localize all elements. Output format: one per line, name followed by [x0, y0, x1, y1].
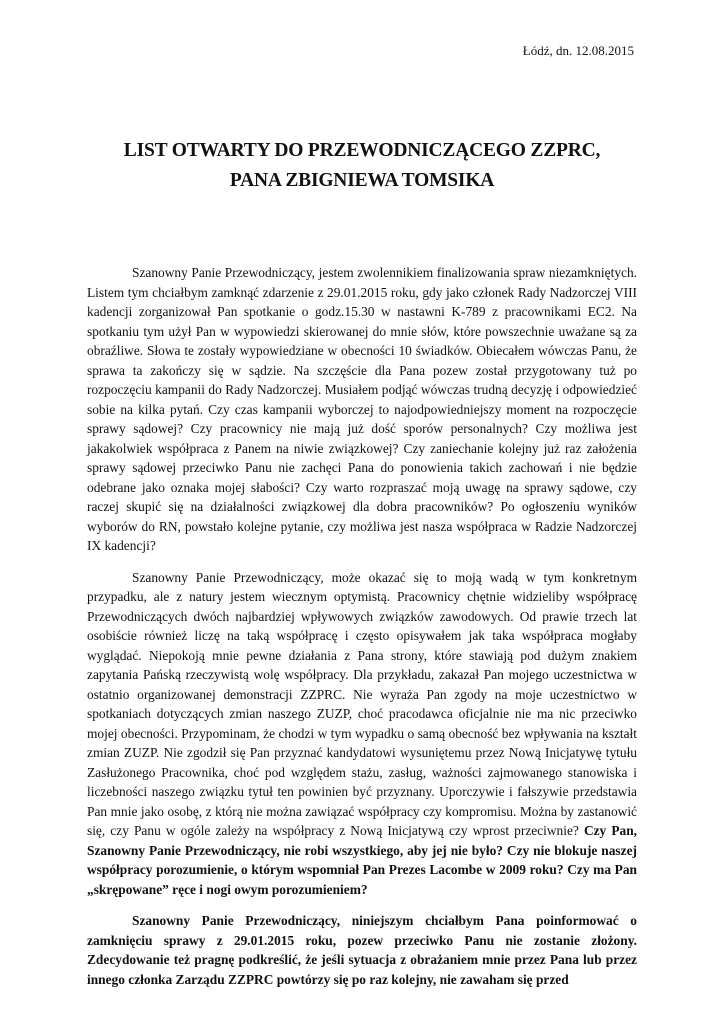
- paragraph-1: Szanowny Panie Przewodniczący, jestem zwolennikiem finalizowania spraw niezamkniętych. Listem tym chciałbym zamknąć zdarzenie z 29.01.2015 roku, gdy jako członek Rady Nadzorczej VIII kadencji zorganizował Pan spotkanie o godz.15.30 w nastawni K-789 z pracownikami EC2. Na spotkaniu tym użył Pan w wypowiedzi skierowanej do mnie słów, które powszechnie uważane są za obraźliwe. Słowa te zostały wypowiedziane w obecności 10 świadków. Obiecałem wówczas Panu, że sprawa ta zakończy się w sądzie. Na szczęście dla Pana pozew został przygotowany tuż po rozpoczęciu kampanii do Rady Nadzorczej. Musiałem podjąć wówczas trudną decyzję i odpowiedzieć sobie na kilka pytań. Czy czas kampanii wyborczej to najodpowiedniejszy moment na rozpoczęcie sprawy sądowej? Czy pracownicy nie mają już dość sporów personalnych? Czy możliwa jest jakakolwiek współpraca z Panem na niwie związkowej? Czy zaniechanie kolejny już raz założenia sprawy sądowej przeciwko Panu nie zachęci Pana do ponowienia takich zachowań i nie będzie odebrane jako oznaka mojej słabości? Czy warto rozpraszać moją uwagę na sprawy sądowe, czy raczej skupić się na działalności związkowej dla dobra pracowników? Po ogłoszeniu wyników wyborów do RN, powstało kolejne pytanie, czy możliwa jest nasza współpraca w Radzie Nadzorczej IX kadencji?: [87, 265, 637, 553]
- paragraph-2: [87, 568, 637, 900]
- letter-title: [92, 136, 632, 196]
- date-line: Łódź, dn. 12.08.2015: [522, 43, 634, 58]
- title-line-2: PANA ZBIGNIEWA TOMSIKA: [229, 170, 495, 191]
- paragraph-3: Szanowny Panie Przewodniczący, niniejszym chciałbym Pana poinformować o zamknięciu sprawy z 29.01.2015 roku, pozew przeciwko Panu nie zostanie złożony. Zdecydowanie też pragnę podkreślić, że jeśli sytuacja z obrażaniem mnie przez Pana lub przez innego członka Zarządu ZZPRC powtórzy się po raz kolejny, nie zawaham się przed: [87, 913, 637, 987]
- paragraph-2-bold-text: Czy Pan, Szanowny Panie Przewodniczący, nie robi wszystkiego, aby jej nie było? Czy nie blokuje naszej współpracy porozumienie, o którym wspomniał Pan Prezes Lacombe w 2009 roku? Czy ma Pan „skrępowane” ręce i nogi owym porozumieniem?: [87, 823, 638, 897]
- paragraph-2-text: Szanowny Panie Przewodniczący, może okazać się to moją wadą w tym konkretnym przypadku, ale z natury jestem wiecznym optymistą. Pracownicy chętnie widzieliby współpracę Przewodniczących dwóch najbardziej wpływowych związków zawodowych. Od prawie trzech lat osobiście również liczę na taką współpracę i często opisywałem jak taka współpraca mogłaby wyglądać. Niepokoją mnie pewne działania z Pana strony, które stawiają pod dużym znakiem zapytania Pańską rzeczywistą wolę współpracy. Dla przykładu, zakazał Pan mojego uczestnictwa w ostatnio organizowanej demonstracji ZZPRC. Nie wyraża Pan zgody na moje uczestnictwo w spotkaniach dotyczących zmian naszego ZUZP, choć pracodawca oficjalnie nie ma nic przeciwko mojej obecności. Przypominam, że chodzi w tym wypadku o samą obecność bez wpływania na kształt zmian ZUZP. Nie zgodził się Pan przyznać kandydatowi wysuniętemu przez Nową Inicjatywę tytułu Zasłużonego Pracownika, choć pod względem stażu, zasług, ważności zajmowanego stanowiska i liczebności naszego związku tytuł ten powinien być przyznany. Uporczywie i fałszywie przedstawia Pan mnie jako osobę, z którą nie można zawiązać współpracy czy kompromisu. Można by zastanowić się, czy Panu w ogóle zależy na współpracy z Nową Inicjatywą czy wprost przeciwnie?: [87, 569, 637, 838]
- letter-body: [87, 263, 637, 1001]
- title-line-1: LIST OTWARTY DO PRZEWODNICZĄCEGO ZZPRC,: [123, 140, 601, 161]
